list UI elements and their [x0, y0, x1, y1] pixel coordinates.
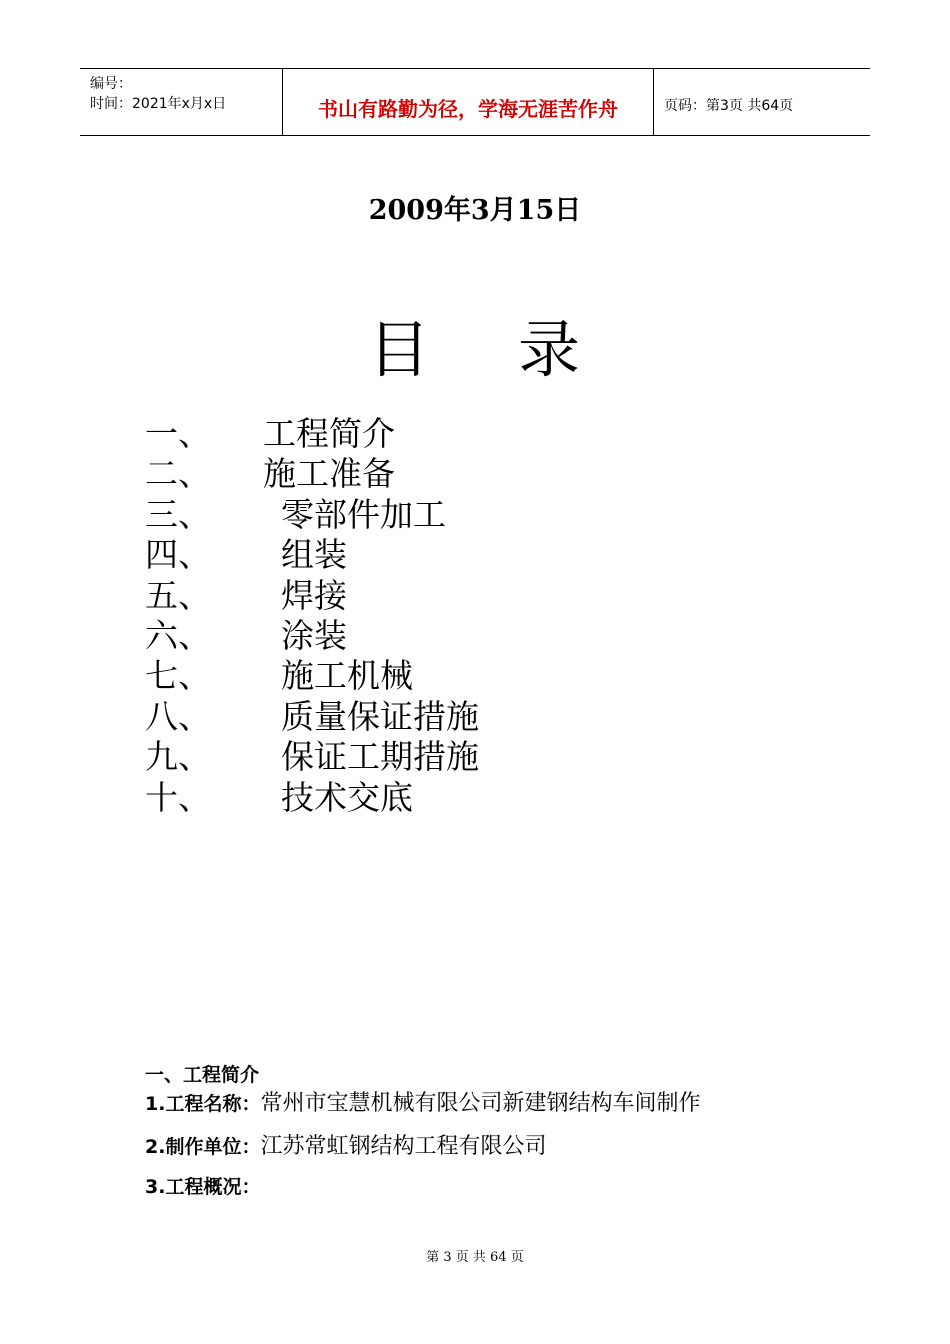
time-label: 时间：2021年x月x日: [90, 96, 227, 112]
motto: 书山有路勤为径，学海无涯苦作舟: [318, 97, 618, 121]
toc-item-text: 施工机械: [281, 656, 413, 696]
header-page-cell: [654, 69, 870, 135]
toc-item-number: 四、: [145, 535, 211, 575]
toc-item-text: 组装: [281, 535, 347, 575]
header-meta-cell: [80, 69, 282, 135]
project-overview-row: [145, 1172, 260, 1199]
section-heading: 一、工程简介: [145, 1064, 260, 1086]
manufacturer-row: [145, 1129, 546, 1160]
toc-item-text: 涂装: [281, 615, 347, 655]
page-header: [80, 68, 870, 136]
toc-item-text: 技术交底: [281, 777, 413, 817]
toc-item-text: 质量保证措施: [281, 696, 479, 736]
field-value: 江苏常虹钢结构工程有限公司: [260, 1134, 547, 1159]
toc-item-text: 保证工期措施: [281, 737, 479, 777]
toc-title: 目录: [368, 313, 669, 386]
toc-item-number: 六、: [145, 615, 211, 655]
toc-item-number: 一、: [145, 414, 211, 453]
page-footer: 第 3 页 共 64 页: [426, 1250, 524, 1265]
toc-item-number: 三、: [145, 494, 211, 534]
toc-item-text: 工程简介: [263, 414, 395, 453]
toc-item-number: 九、: [145, 737, 211, 777]
toc-item-number: 八、: [145, 696, 211, 736]
field-label: 2.制作单位：: [145, 1136, 261, 1158]
page-info: 页码：第3页 共64页: [664, 98, 794, 114]
toc-item-text: 施工准备: [263, 454, 395, 494]
header-motto-cell: [282, 69, 654, 135]
document-date: 2009年3月15日: [368, 195, 582, 226]
toc-item-number: 七、: [145, 656, 211, 696]
field-value: 常州市宝慧机械有限公司新建钢结构车间制作: [260, 1091, 701, 1116]
toc-item-text: 焊接: [281, 575, 347, 615]
toc-item-number: 五、: [145, 575, 211, 615]
field-label: 3.工程概况：: [145, 1176, 261, 1198]
serial-label: 编号：: [90, 76, 132, 92]
toc-item-number: 十、: [145, 777, 211, 817]
project-name-row: [145, 1086, 700, 1117]
toc-item-number: 二、: [145, 454, 211, 494]
toc-item-text: 零部件加工: [281, 494, 446, 534]
field-label: 1.工程名称：: [145, 1093, 261, 1115]
